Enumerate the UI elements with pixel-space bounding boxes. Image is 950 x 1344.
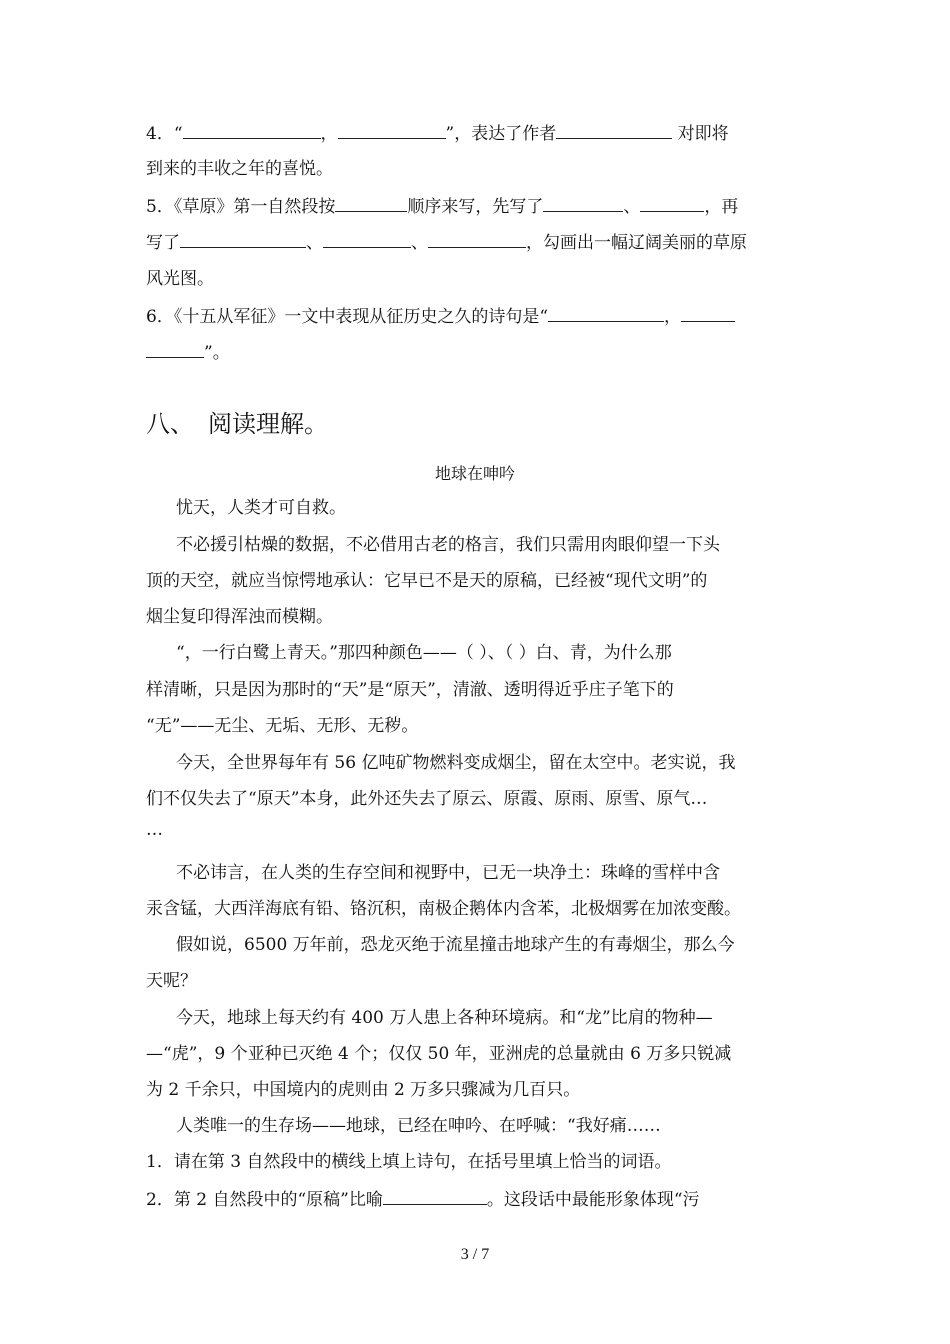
paragraph-5-line: 汞含锰，大西洋海底有铅、铬沉积，南极企鹅体内含苯，北极烟雾在加浓变酸。 [146, 899, 741, 919]
answer-blank[interactable] [183, 121, 321, 139]
paragraph-2-line: 烟尘复印得浑浊而模糊。 [146, 607, 333, 627]
answer-blank[interactable] [681, 304, 735, 322]
question-5-line-2: 写了 、 、 ，勾画出一幅辽阔美丽的草原 [146, 230, 747, 255]
paragraph-1: 忧天，人类才可自救。 [176, 498, 346, 518]
paragraph-7-line: 为 2 千余只，中国境内的虎则由 2 万多只骤减为几百只。 [146, 1080, 581, 1100]
answer-blank[interactable] [323, 230, 411, 248]
question-6-line-1: 6．《十五从军征》一文中表现从征历史之久的诗句是“ ， [146, 304, 735, 329]
answer-blank[interactable] [543, 194, 623, 212]
answer-blank[interactable] [338, 121, 446, 139]
answer-blank[interactable] [146, 340, 204, 358]
answer-blank[interactable] [180, 230, 306, 248]
paragraph-2-line: 顶的天空，就应当惊愕地承认：它早已不是天的原稿，已经被“现代文明”的 [146, 571, 708, 591]
question-4-line-2: 到来的丰收之年的喜悦。 [146, 159, 333, 179]
paragraph-8: 人类唯一的生存场——地球，已经在呻吟、在呼喊：“我好痛…… [176, 1116, 661, 1136]
paragraph-3-line: 样清晰，只是因为那时的“天”是“原天”，清澈、透明得近乎庄子笔下的 [146, 680, 674, 700]
paragraph-4-line: 们不仅失去了“原天”本身，此外还失去了原云、原霞、原雨、原雪、原气… [146, 789, 708, 809]
paragraph-4-line: … [146, 820, 163, 840]
paragraph-6-line: 天呢？ [146, 971, 197, 991]
paragraph-4-line: 今天，全世界每年有 56 亿吨矿物燃料变成烟尘，留在太空中。老实说，我 [176, 753, 736, 773]
task-1: 1．请在第 3 自然段中的横线上填上诗句，在括号里填上恰当的词语。 [146, 1152, 672, 1172]
paragraph-3-line: “，一行白鹭上青天。”那四种颜色——（ ）、（ ）白、青，为什么那 [176, 643, 672, 663]
answer-blank[interactable] [428, 230, 526, 248]
paragraph-2-line: 不必援引枯燥的数据，不必借用古老的格言，我们只需用肉眼仰望一下头 [176, 535, 720, 555]
answer-blank[interactable] [556, 121, 672, 139]
paragraph-3-line: “无”——无尘、无垢、无形、无秽。 [146, 716, 419, 736]
answer-blank[interactable] [383, 1187, 487, 1205]
paragraph-5-line: 不必讳言，在人类的生存空间和视野中，已无一块净土：珠峰的雪样中含 [176, 863, 720, 883]
paragraph-6-line: 假如说，6500 万年前，恐龙灭绝于流星撞击地球产生的有毒烟尘，那么今 [176, 935, 735, 955]
question-4-line-1: 4．“ ， ”，表达了作者 对即将 [146, 121, 729, 146]
question-5-line-1: 5．《草原》第一自然段按 顺序来写，先写了 、 ，再 [146, 194, 738, 219]
answer-blank[interactable] [335, 194, 407, 212]
question-5-line-3: 风光图。 [146, 269, 214, 289]
paragraph-7-line: 今天，地球上每天约有 400 万人患上各种环境病。和“龙”比肩的物种— [176, 1008, 713, 1028]
article-title: 地球在呻吟 [434, 464, 515, 483]
task-2: 2．第 2 自然段中的“原稿”比喻 。这段话中最能形象体现“污 [146, 1187, 700, 1212]
answer-blank[interactable] [640, 194, 704, 212]
question-6-line-2: ”。 [146, 340, 230, 365]
answer-blank[interactable] [548, 304, 664, 322]
paragraph-7-line: —“虎”，9 个亚种已灭绝 4 个；仅仅 50 年，亚洲虎的总量就由 6 万多只锐减 [146, 1044, 732, 1064]
page-number: 3 / 7 [460, 1246, 490, 1263]
section-heading: 八、 阅读理解。 [146, 410, 328, 438]
